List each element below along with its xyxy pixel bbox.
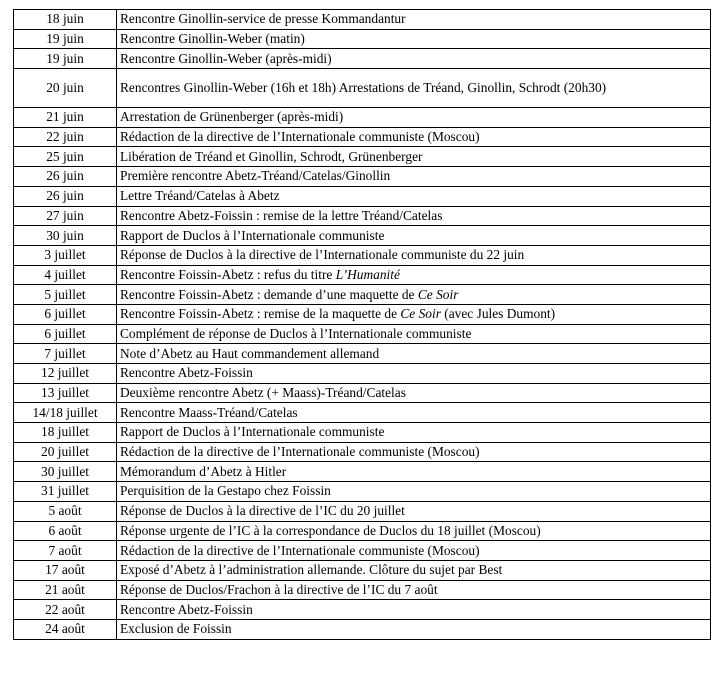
table-row <box>14 482 711 502</box>
event-cell <box>117 482 711 502</box>
table-row <box>14 560 711 580</box>
table-row <box>14 619 711 639</box>
event-text: Rencontre Ginollin-service de presse Kommandantur <box>120 11 406 27</box>
event-text: Rencontre Ginollin-Weber (matin) <box>120 31 305 46</box>
date-cell: 18 juillet <box>14 423 117 443</box>
date-cell: 30 juillet <box>14 462 117 482</box>
event-text: Rencontre Foissin-Abetz : refus du titre <box>120 266 336 282</box>
table-row <box>14 206 711 226</box>
event-text: Complément de réponse de Duclos à l’Internationale communiste <box>120 325 472 341</box>
chronology-table-body <box>14 10 711 640</box>
event-cell <box>117 186 711 206</box>
date-cell: 18 juin <box>14 10 117 30</box>
table-row <box>14 364 711 384</box>
date-cell: 21 juin <box>14 108 117 128</box>
event-text: Rencontre Abetz-Foissin <box>120 365 253 381</box>
event-cell <box>117 29 711 49</box>
date-cell: 5 août <box>14 501 117 521</box>
event-text: Mémorandum d’Abetz à Hitler <box>120 463 287 479</box>
event-cell <box>117 265 711 285</box>
event-cell <box>117 226 711 246</box>
table-row <box>14 521 711 541</box>
date-cell: 6 juillet <box>14 324 117 344</box>
event-cell <box>117 206 711 226</box>
event-text: Rédaction de la directive de l’Internationale communiste (Moscou) <box>120 444 480 460</box>
event-cell <box>117 383 711 403</box>
event-title-italic: L’Humanité <box>335 266 400 282</box>
table-row <box>14 10 711 30</box>
event-cell <box>117 49 711 69</box>
event-cell <box>117 619 711 639</box>
table-row <box>14 285 711 305</box>
event-text: Rencontre Maass-Tréand/Catelas <box>120 404 298 420</box>
date-cell: 22 juin <box>14 127 117 147</box>
event-text: Rencontre Foissin-Abetz : remise de la maquette de <box>120 306 401 322</box>
table-row <box>14 108 711 128</box>
date-cell: 30 juin <box>14 226 117 246</box>
event-cell <box>117 423 711 443</box>
table-row <box>14 462 711 482</box>
event-cell <box>117 147 711 167</box>
date-cell: 27 juin <box>14 206 117 226</box>
event-text: Exclusion de Foissin <box>120 621 232 637</box>
event-text: Rédaction de la directive de l’Internationale communiste (Moscou) <box>120 129 480 145</box>
table-row <box>14 226 711 246</box>
event-cell <box>117 10 711 30</box>
event-cell <box>117 245 711 265</box>
event-cell <box>117 521 711 541</box>
table-row <box>14 383 711 403</box>
event-cell <box>117 285 711 305</box>
date-cell: 7 août <box>14 541 117 561</box>
event-cell <box>117 304 711 324</box>
event-cell <box>117 108 711 128</box>
date-cell: 26 juin <box>14 186 117 206</box>
table-row <box>14 127 711 147</box>
table-row <box>14 49 711 69</box>
event-text-tail: (avec Jules Dumont) <box>440 306 556 322</box>
date-cell: 19 juin <box>14 29 117 49</box>
table-row <box>14 344 711 364</box>
event-text: Note d’Abetz au Haut commandement allemand <box>120 345 380 361</box>
event-cell <box>117 127 711 147</box>
event-text: Première rencontre Abetz-Tréand/Catelas/Ginollin <box>120 168 391 184</box>
event-text: Rapport de Duclos à l’Internationale communiste <box>120 227 385 243</box>
event-text: Libération de Tréand et Ginollin, Schrodt, Grünenberger <box>120 148 423 164</box>
event-text: Réponse de Duclos à la directive de l’IC du 20 juillet <box>120 503 405 519</box>
event-cell <box>117 69 711 108</box>
date-cell: 3 juillet <box>14 245 117 265</box>
table-row <box>14 600 711 620</box>
date-cell: 17 août <box>14 560 117 580</box>
event-cell <box>117 580 711 600</box>
table-row <box>14 29 711 49</box>
table-row <box>14 501 711 521</box>
event-text: Lettre Tréand/Catelas à Abetz <box>120 188 280 204</box>
table-row <box>14 403 711 423</box>
event-cell <box>117 501 711 521</box>
event-cell <box>117 167 711 187</box>
table-row <box>14 442 711 462</box>
date-cell: 31 juillet <box>14 482 117 502</box>
table-row <box>14 245 711 265</box>
date-cell: 21 août <box>14 580 117 600</box>
table-row <box>14 423 711 443</box>
table-row <box>14 304 711 324</box>
date-cell: 22 août <box>14 600 117 620</box>
event-cell <box>117 344 711 364</box>
date-cell: 14/18 juillet <box>14 403 117 423</box>
event-text: Rédaction de la directive de l’Internationale communiste (Moscou) <box>120 542 480 558</box>
event-text: Rencontre Abetz-Foissin <box>120 601 253 617</box>
event-title-italic: Ce Soir <box>417 286 459 302</box>
date-cell: 20 juillet <box>14 442 117 462</box>
event-cell <box>117 324 711 344</box>
event-cell <box>117 364 711 384</box>
event-text: Perquisition de la Gestapo chez Foissin <box>120 483 331 499</box>
table-row <box>14 324 711 344</box>
table-row <box>14 186 711 206</box>
date-cell: 6 août <box>14 521 117 541</box>
event-text: Rencontre Foissin-Abetz : demande d’une maquette de <box>120 286 418 302</box>
event-text: Réponse de Duclos à la directive de l’Internationale communiste du 22 juin <box>120 247 525 263</box>
event-cell <box>117 462 711 482</box>
date-cell: 24 août <box>14 619 117 639</box>
date-cell: 7 juillet <box>14 344 117 364</box>
event-text: Réponse de Duclos/Frachon à la directive de l’IC du 7 août <box>120 581 438 597</box>
table-row <box>14 541 711 561</box>
date-cell: 19 juin <box>14 49 117 69</box>
event-text: Rencontre Abetz-Foissin : remise de la lettre Tréand/Catelas <box>120 207 443 223</box>
event-text: Rencontre Ginollin-Weber (après-midi) <box>120 50 332 66</box>
event-text: Réponse urgente de l’IC à la correspondance de Duclos du 18 juillet (Moscou) <box>120 522 541 538</box>
date-cell: 6 juillet <box>14 304 117 324</box>
table-row <box>14 265 711 285</box>
date-cell: 5 juillet <box>14 285 117 305</box>
table-row <box>14 167 711 187</box>
event-cell <box>117 442 711 462</box>
event-text: Rencontres Ginollin-Weber (16h et 18h) Arrestations de Tréand, Ginollin, Schrodt (20h30) <box>120 80 607 96</box>
event-title-italic: Ce Soir <box>400 306 441 322</box>
chronology-table <box>13 9 711 640</box>
event-cell <box>117 560 711 580</box>
table-row <box>14 580 711 600</box>
event-cell <box>117 403 711 423</box>
date-cell: 26 juin <box>14 167 117 187</box>
event-cell <box>117 541 711 561</box>
date-cell: 12 juillet <box>14 364 117 384</box>
event-text: Deuxième rencontre Abetz (+ Maass)-Tréand/Catelas <box>120 385 406 400</box>
event-cell <box>117 600 711 620</box>
table-row <box>14 147 711 167</box>
chronology-table-container <box>13 9 711 640</box>
event-text: Rapport de Duclos à l’Internationale communiste <box>120 424 385 440</box>
event-text: Arrestation de Grünenberger (après-midi) <box>120 109 344 125</box>
date-cell: 20 juin <box>14 69 117 108</box>
table-row <box>14 69 711 108</box>
date-cell: 13 juillet <box>14 383 117 403</box>
date-cell: 4 juillet <box>14 265 117 285</box>
date-cell: 25 juin <box>14 147 117 167</box>
event-text: Exposé d’Abetz à l’administration allemande. Clôture du sujet par Best <box>120 562 503 578</box>
